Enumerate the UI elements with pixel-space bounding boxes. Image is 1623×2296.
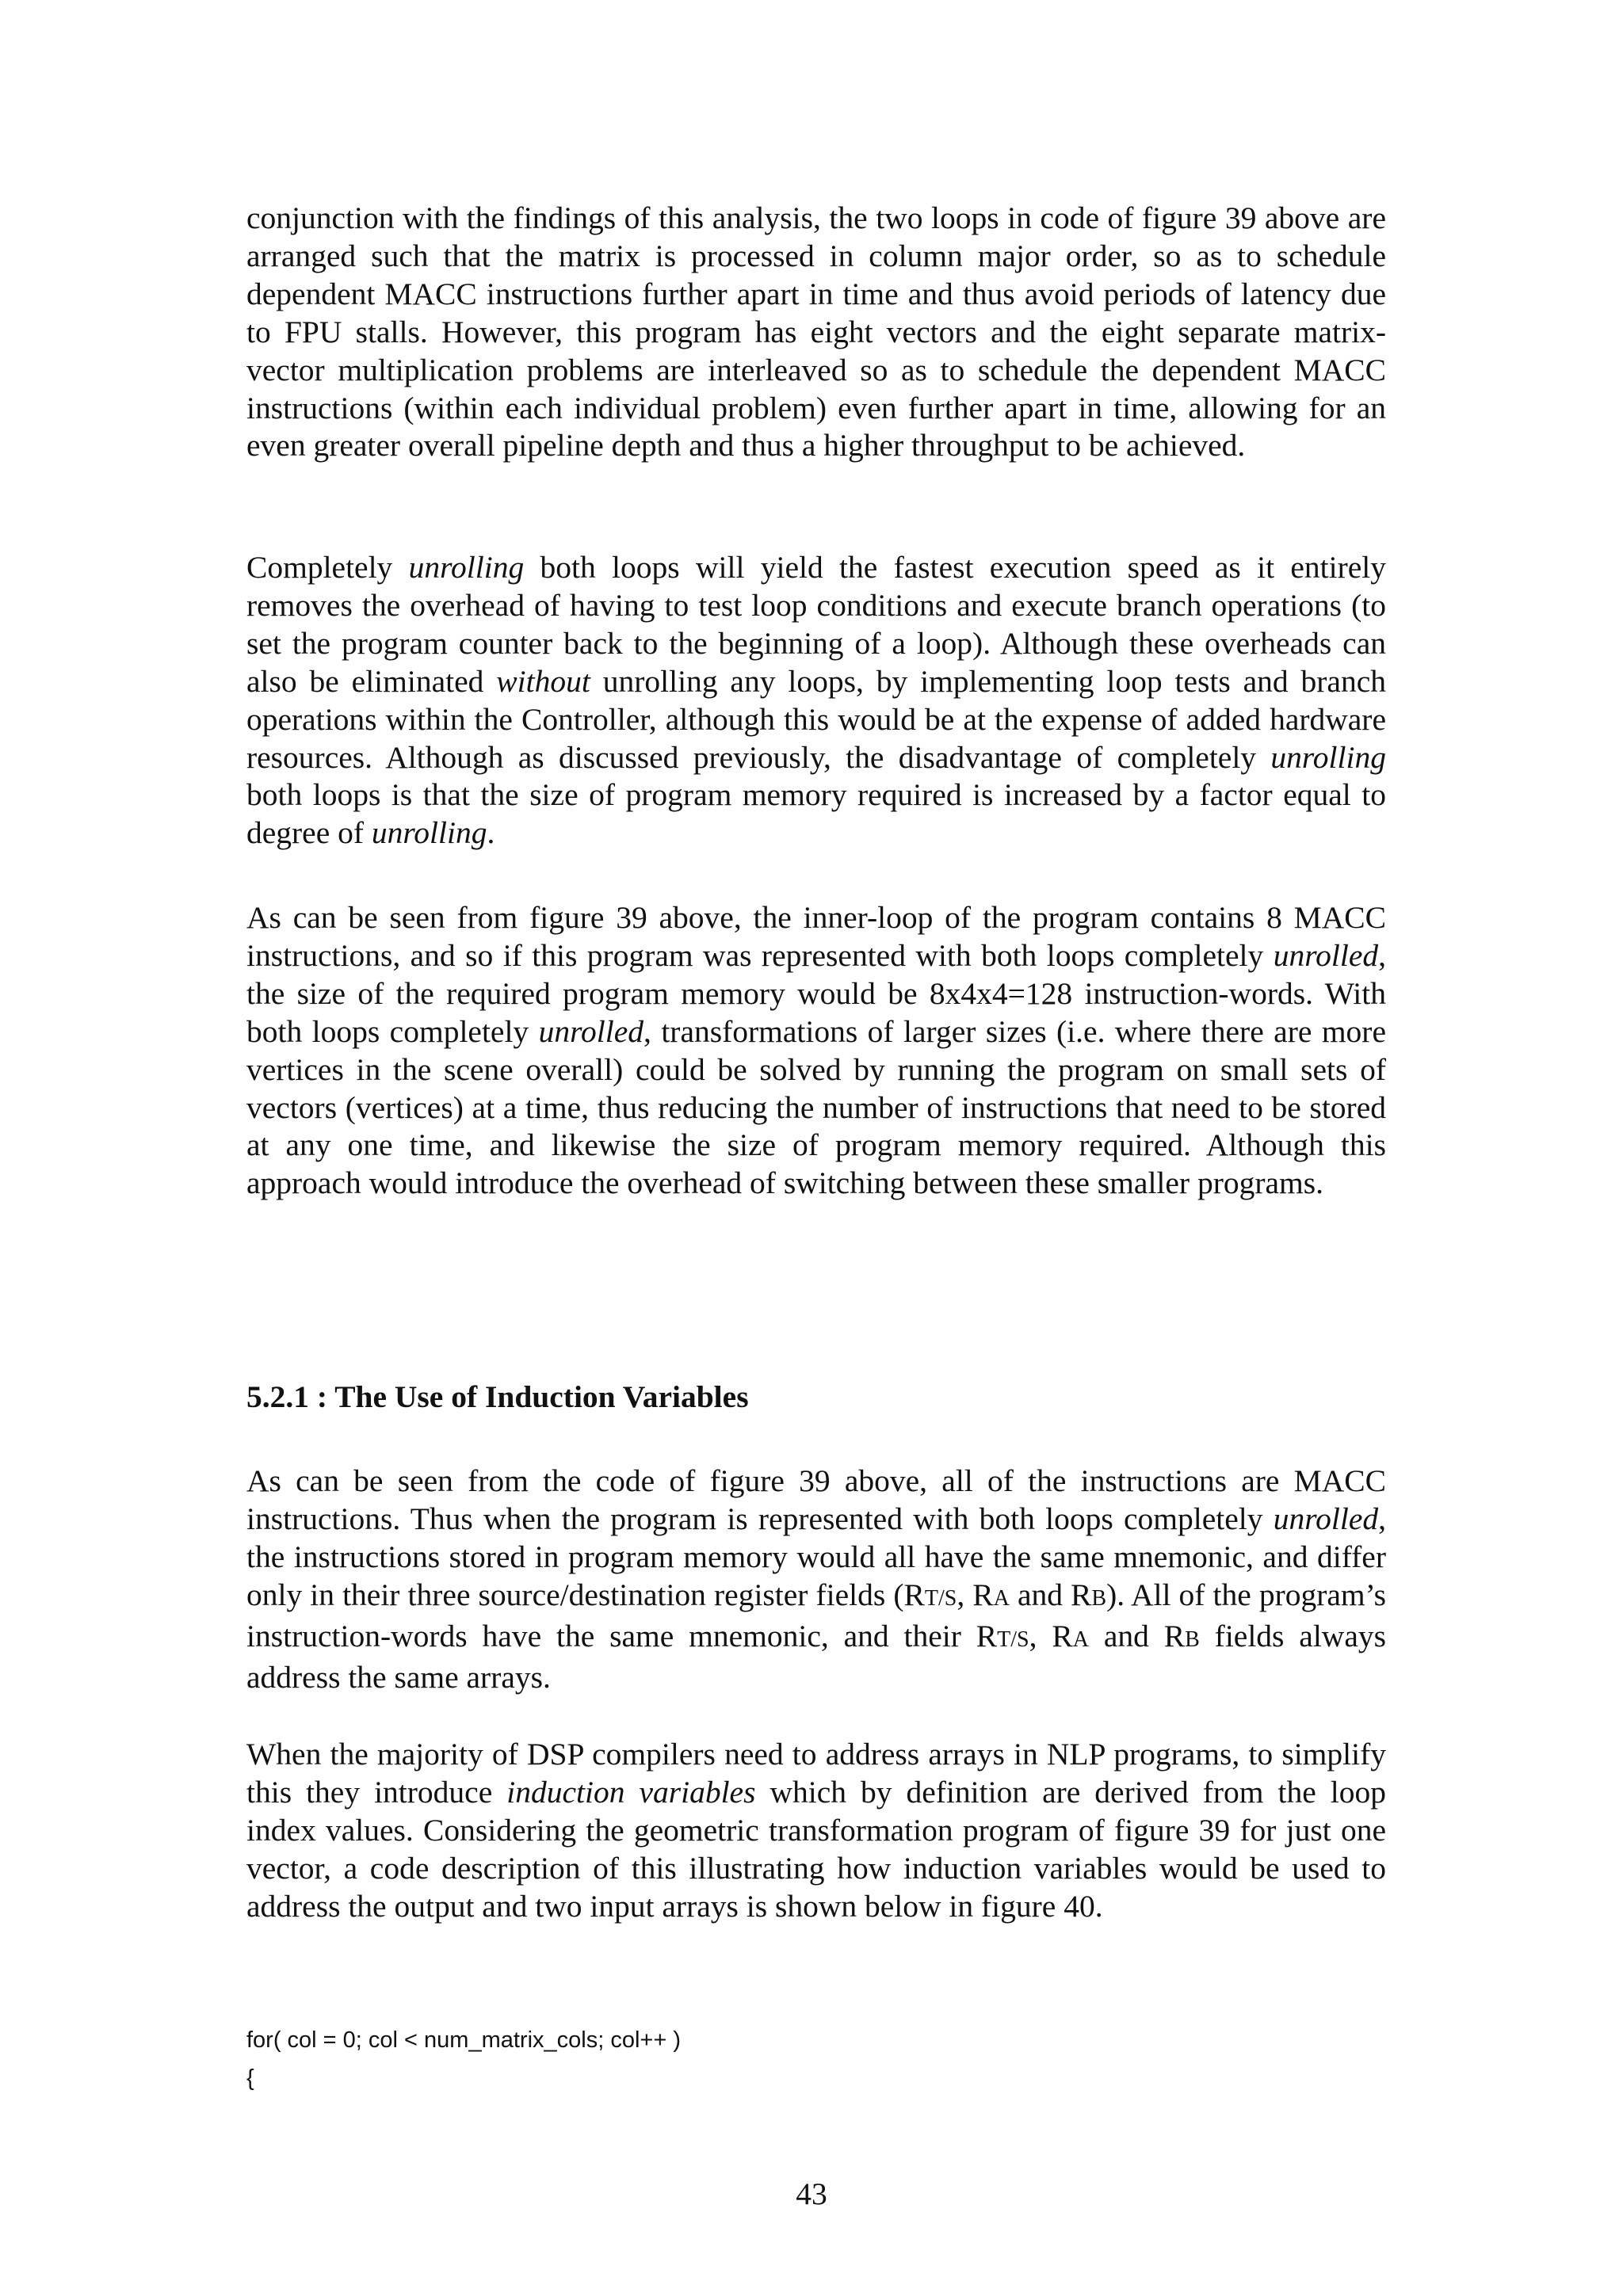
text-run: , — [957, 1577, 973, 1612]
text-run: , — [1029, 1618, 1052, 1653]
text-run: unrolling any loops, by implementing loop tests and branch operations within the Controller, although this would be at the expense of added hardware resources. Although as discussed previously, the disadvantage of completely — [246, 663, 1386, 775]
emphasis: without — [496, 663, 590, 699]
text-run: ). All of the program’s instruction-words have the same mnemonic, and their — [246, 1577, 1387, 1653]
register-name: R — [976, 1618, 998, 1653]
body-paragraph — [246, 1463, 1386, 1696]
text-run: both loops is that the size of program memory required is increased by a factor equal to degree of — [246, 777, 1386, 851]
body-paragraph — [246, 549, 1386, 852]
register-field: B — [1091, 1585, 1107, 1611]
body-paragraph — [246, 1736, 1386, 1926]
code-line: for( col = 0; col < num_matrix_cols; col++ ) — [246, 2027, 681, 2053]
register-field: T/S — [924, 1585, 957, 1611]
text-run: , transformations of larger sizes (i.e. where there are more vertices in the scene overall) could be solved by running the program on small sets of vectors (vertices) at a time, thus reducing the number of instructions that need to be stored at any one time, and likewise the size of program memory required. Although this approach would introduce the overhead of switching between these smaller programs. — [246, 1013, 1386, 1201]
body-paragraph: conjunction with the findings of this analysis, the two loops in code of figure 39 above are arranged such that the matrix is processed in column major order, so as to schedule dependent MACC instructions further apart in time and thus avoid periods of latency due to FPU stalls. However, this program has eight vectors and the eight separate matrix-vector multiplication problems are interleaved so as to schedule the dependent MACC instructions (within each individual problem) even further apart in time, allowing for an even greater overall pipeline depth and thus a higher throughput to be achieved. — [246, 200, 1386, 463]
emphasis: unrolled — [1273, 1501, 1379, 1536]
emphasis: unrolled — [538, 1013, 644, 1049]
text-run: and — [1088, 1618, 1164, 1653]
emphasis: unrolling — [408, 550, 525, 585]
text-run: When the majority of DSP compilers need to address arrays in NLP programs, to simplify this they introduce — [246, 1737, 1386, 1810]
register-field: A — [993, 1585, 1010, 1611]
text-run: which by definition are derived from the loop index values. Considering the geometric transformation program of figure 39 for just one vector, a code description of this illustrating how induction variables would be used to address the output and two input arrays is shown below in figure 40. — [246, 1774, 1386, 1924]
register-name: R — [972, 1577, 994, 1612]
register-name: R — [903, 1577, 925, 1612]
page-number: 43 — [796, 2176, 827, 2211]
register-name: R — [1071, 1577, 1092, 1612]
register-name: R — [1163, 1618, 1186, 1653]
section-heading: 5.2.1 : The Use of Induction Variables — [246, 1379, 749, 1414]
text-run: As can be seen from figure 39 above, the inner-loop of the program contains 8 MACC instructions, and so if this program was represented with both loops completely — [246, 900, 1386, 973]
text-run: fields always address the same arrays. — [246, 1618, 1386, 1695]
register-field: A — [1072, 1627, 1089, 1652]
register-field: B — [1185, 1627, 1200, 1652]
text-run: Completely — [246, 550, 409, 585]
text-run: As can be seen from the code of figure 39 above, all of the instructions are MACC instructions. Thus when the program is represented with both loops completely — [246, 1463, 1386, 1536]
emphasis: induction variables — [506, 1774, 756, 1810]
body-paragraph — [246, 899, 1386, 1203]
text-run: and — [1009, 1577, 1071, 1612]
text-run: , the size of the required program memory would be 8x4x4=128 instruction-words. With both loops completely — [246, 937, 1386, 1049]
text-run: both loops will yield the fastest execution speed as it entirely removes the overhead of having to test loop conditions and execute branch operations (to set the program counter back to the beginning of a loop). Although these overheads can also be eliminated — [246, 550, 1387, 699]
register-name: R — [1052, 1618, 1073, 1653]
register-field: T/S — [997, 1627, 1029, 1652]
emphasis: unrolled — [1273, 937, 1379, 973]
emphasis: unrolling — [1270, 739, 1386, 775]
text-run: , the instructions stored in program memory would all have the same mnemonic, and differ only in their three source/destination register fields ( — [246, 1501, 1386, 1612]
text-run: . — [487, 815, 495, 851]
emphasis: unrolling — [371, 815, 487, 851]
code-line: { — [246, 2065, 254, 2091]
